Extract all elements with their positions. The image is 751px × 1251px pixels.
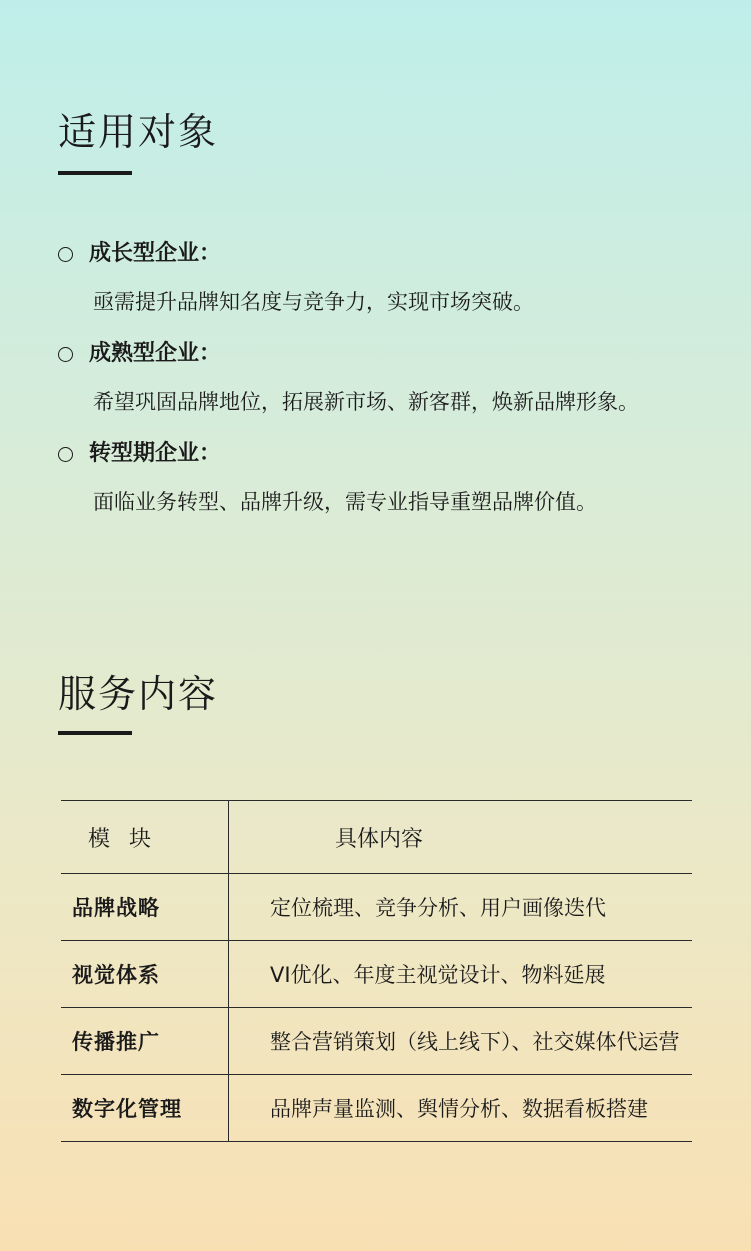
table-row [61, 941, 692, 1008]
target-item-title: 转型期企业： [89, 441, 222, 466]
content-cell: 品牌声量监测、舆情分析、数据看板搭建 [229, 1075, 693, 1142]
table-row [61, 874, 692, 941]
module-cell: 视觉体系 [61, 941, 229, 1008]
target-item-mature [58, 340, 738, 416]
circle-outline-icon [58, 447, 73, 462]
circle-outline-icon [58, 247, 73, 262]
header-module: 模 块 [61, 801, 229, 874]
module-cell: 品牌战略 [61, 874, 229, 941]
target-item-desc: 亟需提升品牌知名度与竞争力，实现市场突破。 [93, 290, 534, 314]
targets-title-underline [58, 171, 132, 175]
table-header-row [61, 801, 692, 874]
circle-outline-icon [58, 347, 73, 362]
content-cell: VI优化、年度主视觉设计、物料延展 [229, 941, 693, 1008]
target-item-growth [58, 240, 738, 316]
table-row [61, 1075, 692, 1142]
target-item-transition [58, 440, 738, 516]
target-item-title: 成熟型企业： [89, 341, 222, 366]
targets-title: 适用对象 [58, 110, 219, 154]
target-item-desc: 希望巩固品牌地位，拓展新市场、新客群，焕新品牌形象。 [93, 390, 639, 414]
header-content: 具体内容 [229, 801, 693, 874]
services-table [61, 800, 692, 1142]
target-item-desc: 面临业务转型、品牌升级，需专业指导重塑品牌价值。 [93, 490, 597, 514]
services-title: 服务内容 [58, 672, 219, 716]
module-cell: 数字化管理 [61, 1075, 229, 1142]
module-cell: 传播推广 [61, 1008, 229, 1075]
content-cell: 整合营销策划（线上线下）、社交媒体代运营 [229, 1008, 693, 1075]
table-row [61, 1008, 692, 1075]
services-title-underline [58, 731, 132, 735]
content-cell: 定位梳理、竞争分析、用户画像迭代 [229, 874, 693, 941]
target-item-title: 成长型企业： [89, 241, 222, 266]
